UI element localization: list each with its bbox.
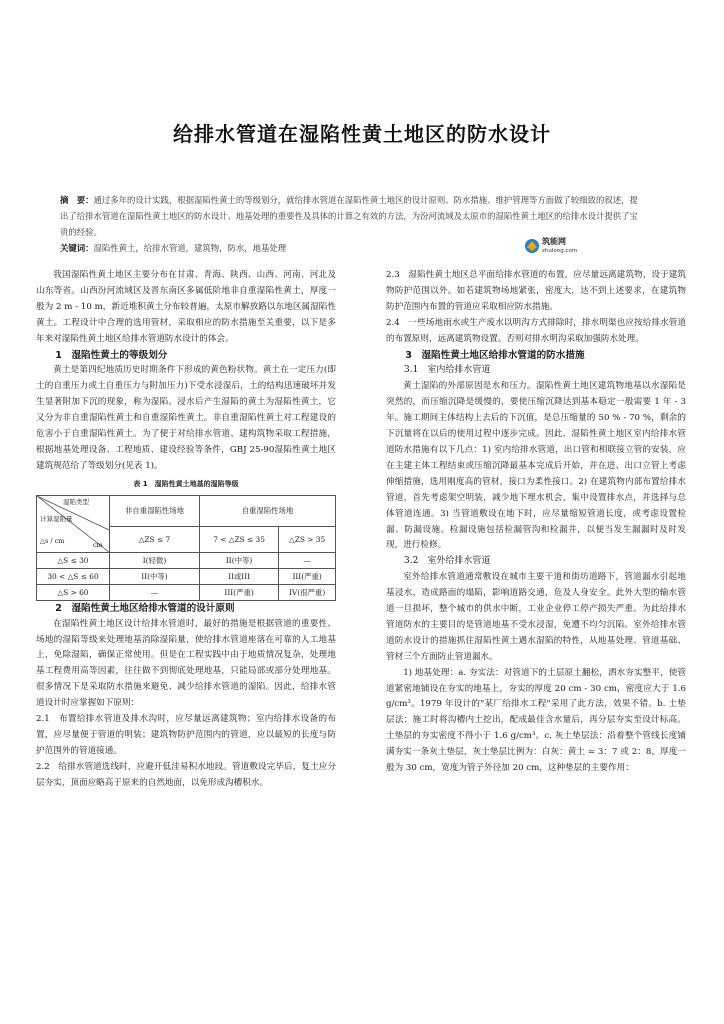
section-3-1-paragraph: 黄土湿陷的外部原因是水和压力。湿陷性黄土地区建筑物地基以水湿陷是突然的，而压缩沉降是缓慢的，要使压缩沉降达到基本稳定一般需要 1 年 - 3 年。施工期间主体结构上去后的下沉值，是总压缩量的 50 % - 70 %，剩余的下沉量将在以后的使用过程中逐步完成。因此，湿陷性黄土地区室内给排水管道防水措施有以下几点：1) 室内给排水管道，出口管和相联接立管的安装，应在主建主体工程结束或压缩沉降最基本完成后开始，并在进、出口立管上考虑伸缩措施，选用刚度高的管材，接口为柔性接口。2) 在建筑物内部布置给排水管道，首先考虑架空明装，减少地下埋水机会，集中设置排水点，并选择与总体管道连通。3) 当管道敷设在地下时，应尽量缩短管道长度，或考虑设置检漏、防漏设施。检漏设施包括检漏管沟和检漏井，以便当发生漏漏时及时发现，进行检修。 — [386, 381, 686, 551]
table-cell: △S > 60 — [37, 584, 110, 600]
right-column — [386, 268, 686, 777]
table-cell: II(中等) — [110, 568, 200, 584]
section-3-heading: 3 湿陷性黄土地区给排水管道的防水措施 — [405, 349, 585, 361]
diag-label-calc: 计算湿陷量 — [40, 514, 73, 523]
diag-label-unit: cm — [93, 540, 103, 549]
table-header-self: 自重湿陷性场地 — [199, 495, 335, 526]
keywords-text: 湿陷性黄土，给排水管道，建筑物，防水，地基处理 — [93, 243, 287, 253]
table-1 — [36, 495, 336, 601]
abstract-label: 摘 要： — [60, 195, 94, 205]
table-header-nonself: 非自重湿陷性场地 — [110, 495, 200, 526]
keywords-label: 关键词： — [60, 243, 94, 253]
section-3-2-paragraph: 室外给排水管道通常敷设在城市主要干道和街坊道路下，管道漏水引起地基浸水，造成路面的塌陷，影响道路交通，危及人身安全。此外大型的输水管道一旦损坏，整个城市的供水中断，工业企业停工停产损失严重。为此给排水管道防水的主要目的是管道地基不受水浸湿，免遭不均匀沉陷。室外给排水管道防水设计的措施抓住湿陷性黄土遇水湿陷的特性，从地基处理、管道基础、管材三个方面防止管道漏水。 — [386, 572, 686, 662]
table-subheader-2: 7 < △ZS ≤ 35 — [199, 526, 278, 552]
table-cell: III(严重) — [279, 568, 336, 584]
logo-icon — [524, 238, 540, 254]
abstract-text: 通过多年的设计实践，根据湿陷性黄土的等级划分，就给排水管道在湿陷性黄土地区的设计原则、防水措施、维护管理等方面做了较细致的叙述，提出了给排水管道在湿陷性黄土地区的防水设计、地基处理的重要性及具体的计算之有效的方法，为汾河流域及太原市的湿陷性黄土地区的给排水设计提供了宝贵的经验。 — [60, 195, 638, 237]
section-3-2-paragraph-2: 1) 地基处理：a. 夯实法：对管道下的土层原土翻松，洒水夯实整平，使管道紧密地铺设在夯实的地基上，夯实的厚度 20 cm - 30 cm，密度应大于 1.6 g/cm³。1979 年设计的"某厂给排水工程"采用了此方法，效果不错。b. 土垫层法：施工时将沟槽内土挖出，配成最佳含水量后，再分层夯实至设计标高。土垫层的夯实密度不得小于 1.6 g/cm³。c. 灰土垫层法：沿着整个管线长度铺满夯实一条灰土垫层，灰土垫层比例为：白灰：黄土 = 3：7 或 2：8，厚度一般为 30 cm，宽度为管子外径加 20 cm，这种垫层的主要作用： — [386, 667, 686, 774]
section-2-2-paragraph: 2.2 给排水管道选线时，应避开低洼易积水地段。管道敷设完毕后，复土应分层夯实，顶面应略高于原来的自然地面，以免形成沟槽积水。 — [36, 761, 336, 788]
table-cell: △S ≤ 30 — [37, 552, 110, 568]
table-cell: III(严重) — [199, 584, 278, 600]
section-2-4-paragraph: 2.4 一些场地雨水或生产废水以明沟方式排除时，排水明渠也应按给排水管道的布置原则，远离建筑物设置。否则对排水明沟采取加强防水处理。 — [386, 317, 686, 344]
table-row — [37, 584, 336, 600]
logo-url: zhulong.com — [542, 248, 578, 254]
intro-paragraph: 我国湿陷性黄土地区主要分布在甘肃、青海、陕西、山西、河南、河北及山东等省。山西汾河流域区及晋东南区多属低阶地非自重湿陷性黄土，厚度一般为 2 m - 10 m，新近堆积黄土分布较普遍，太原市解放路以东地区属湿陷性黄土。工程设计中合理的选用管材，采取相应的防水措施至关重要，以下是多年来对湿陷性黄土地区给排水管道防水设计的体会。 — [36, 270, 336, 344]
section-2-1-paragraph: 2.1 布置给排水管道及排水沟时，应尽量远离建筑物；室内给排水设备的布置，应尽量便于管道的明装；建筑物防护范围内的管道，应以最短的长度与防护范围外的管道接通。 — [36, 714, 336, 756]
table-1-caption: 表 1 湿陷性黄土地基的湿陷等级 — [133, 479, 239, 488]
table-cell: — — [279, 552, 336, 568]
table-subheader-3: △ZS > 35 — [279, 526, 336, 552]
table-cell: II(中等) — [199, 552, 278, 568]
section-1-heading: 1 湿陷性黄土的等级划分 — [55, 349, 168, 361]
section-3-2-heading: 3.2 室外给排水管道 — [404, 556, 491, 567]
table-cell: I(轻微) — [110, 552, 200, 568]
table-row — [37, 552, 336, 568]
table-cell: II或III — [199, 568, 278, 584]
diag-label-ds: △s / cm — [40, 536, 65, 545]
table-cell: 30 < △S ≤ 60 — [37, 568, 110, 584]
table-subheader-1: △ZS ≤ 7 — [110, 526, 200, 552]
left-column — [36, 268, 336, 792]
site-logo — [524, 234, 594, 264]
table-diagonal-header — [37, 495, 110, 552]
table-row — [37, 568, 336, 584]
section-2-paragraph: 在湿陷性黄土地区设计给排水管道时，最好的措施是根据管道的重要性、场地的湿陷等级来处理地基消除湿陷量，使给排水管道座落在可靠的人工地基上，免除湿陷，确保正常使用。但是在工程实践中由于地质情况复杂，处理地基工程费用高等因素，往往做不到彻底处理地基，只能局部或部分处理地基。很多情况下是采取防水措施来避免、减少给排水管道的湿陷。因此，给排水管道设计时应掌握如下原则： — [36, 618, 336, 709]
logo-name: 筑能网 — [542, 237, 566, 246]
table-cell: — — [110, 584, 200, 600]
section-3-1-heading: 3.1 室内给排水管道 — [404, 365, 491, 376]
paper-title: 给排水管道在湿陷性黄土地区的防水设计 — [173, 122, 551, 146]
section-1-paragraph: 黄土是第四纪地质历史时期条件下形成的黄色粉状物。黄土在一定压力(即土的自重压力或土自重压力与附加压力)下受水浸湿后，土的结构迅速破坏并发生显著附加下沉的现象，称为湿陷。浸水后产生湿陷的黄土为湿陷性黄土，它又分为非自重湿陷性黄土和自重湿陷性黄土。非自重湿陷性黄土对工程建设的危害小于自重湿陷性黄土。为了便于对给排水管道、建构筑物采取工程措施，根据地基处理设备、工程地质、建设经验等条件，GBJ 25-90湿陷性黄土地区建筑规范给了等级划分(见表 1)。 — [36, 365, 336, 471]
diag-label-type: 湿陷类型 — [63, 497, 89, 506]
table-cell: IV(很严重) — [279, 584, 336, 600]
section-2-3-paragraph: 2.3 湿陷性黄土地区总平面给排水管道的布置，应尽量远离建筑物，设于建筑物防护范围以外。如若建筑物场地紧张，密度大，达不到上述要求，在建筑物防护范围内布置的管道应采取相应防水措施。 — [386, 270, 686, 312]
section-2-heading: 2 湿陷性黄土地区给排水管道的设计原则 — [55, 602, 235, 614]
